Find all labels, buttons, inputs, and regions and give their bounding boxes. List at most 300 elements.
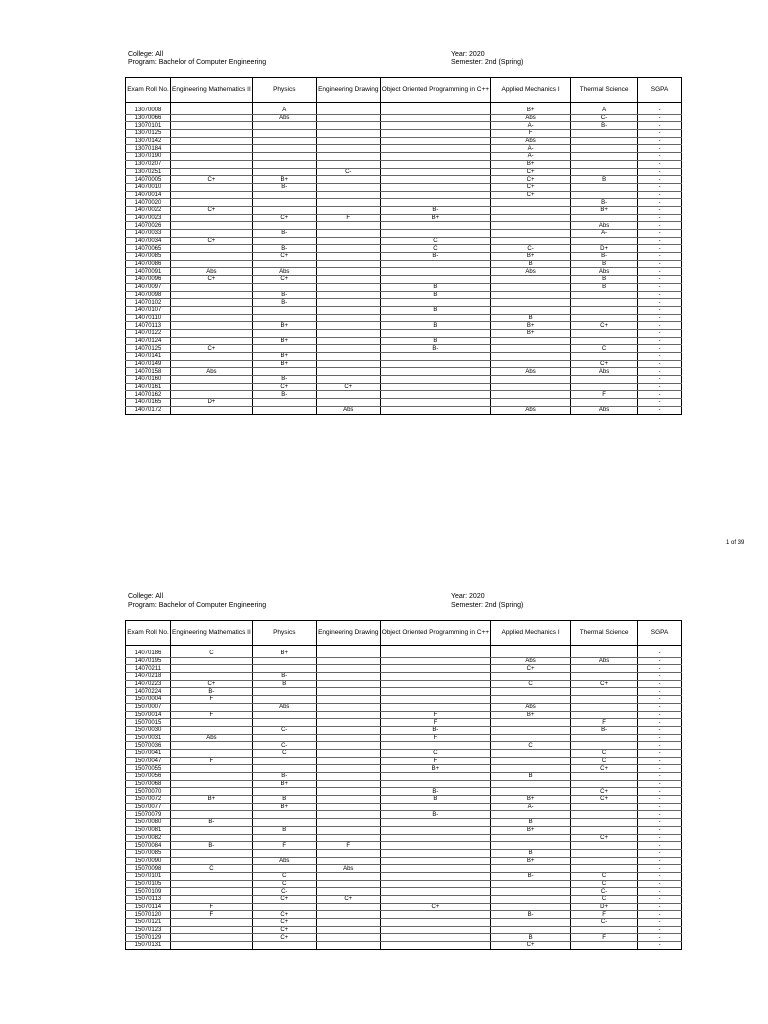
cell-math: F <box>171 711 253 719</box>
cell-roll: 15070041 <box>126 749 171 757</box>
table-row <box>126 819 682 827</box>
column-header-math: Engineering Mathematics II <box>171 621 253 646</box>
cell-roll: 15070031 <box>126 734 171 742</box>
cell-roll: 14070026 <box>126 222 171 230</box>
cell-roll: 14070141 <box>126 353 171 361</box>
cell-mechanics: C+ <box>491 665 571 673</box>
cell-mechanics <box>491 903 571 911</box>
cell-math <box>171 919 253 927</box>
cell-drawing <box>316 657 380 665</box>
cell-math <box>171 749 253 757</box>
cell-sgpa: - <box>638 291 682 299</box>
cell-thermal: C- <box>571 888 638 896</box>
cell-thermal: F <box>571 719 638 727</box>
cell-oop: B- <box>380 253 490 261</box>
cell-roll: 14070107 <box>126 306 171 314</box>
table-row <box>126 872 682 880</box>
cell-mechanics: F <box>491 130 571 138</box>
cell-physics <box>252 765 316 773</box>
cell-mechanics <box>491 842 571 850</box>
cell-roll: 15070120 <box>126 911 171 919</box>
cell-sgpa: - <box>638 673 682 681</box>
cell-math <box>171 665 253 673</box>
cell-drawing <box>316 696 380 704</box>
cell-mechanics <box>491 650 571 657</box>
cell-thermal: C <box>571 757 638 765</box>
cell-thermal <box>571 942 638 950</box>
cell-drawing <box>316 650 380 657</box>
cell-physics: B- <box>252 291 316 299</box>
cell-physics: Abs <box>252 857 316 865</box>
cell-physics: C- <box>252 742 316 750</box>
cell-roll: 14070149 <box>126 360 171 368</box>
cell-thermal <box>571 773 638 781</box>
cell-mechanics: B- <box>491 911 571 919</box>
cell-oop <box>380 780 490 788</box>
cell-math: B+ <box>171 796 253 804</box>
cell-oop: B <box>380 283 490 291</box>
cell-thermal <box>571 734 638 742</box>
cell-sgpa: - <box>638 942 682 950</box>
cell-physics: Abs <box>252 114 316 122</box>
cell-roll: 15070047 <box>126 757 171 765</box>
cell-oop: B <box>380 291 490 299</box>
cell-sgpa: - <box>638 765 682 773</box>
cell-physics: C+ <box>252 934 316 942</box>
cell-physics: C- <box>252 888 316 896</box>
column-header-drawing: Engineering Drawing <box>316 78 380 103</box>
cell-mechanics <box>491 896 571 904</box>
cell-mechanics <box>491 919 571 927</box>
cell-math: F <box>171 696 253 704</box>
cell-mechanics: A- <box>491 122 571 130</box>
cell-physics <box>252 811 316 819</box>
cell-physics: B+ <box>252 650 316 657</box>
cell-mechanics <box>491 834 571 842</box>
table-row <box>126 896 682 904</box>
cell-math: C+ <box>171 206 253 214</box>
cell-roll: 14070165 <box>126 399 171 407</box>
cell-roll: 15070056 <box>126 773 171 781</box>
cell-sgpa: - <box>638 114 682 122</box>
cell-sgpa: - <box>638 253 682 261</box>
cell-sgpa: - <box>638 880 682 888</box>
cell-sgpa: - <box>638 819 682 827</box>
cell-roll: 15070085 <box>126 849 171 857</box>
cell-roll: 13070190 <box>126 153 171 161</box>
cell-physics: B <box>252 796 316 804</box>
cell-sgpa: - <box>638 122 682 130</box>
cell-math: Abs <box>171 734 253 742</box>
column-header-thermal: Thermal Science <box>571 78 638 103</box>
cell-thermal: F <box>571 911 638 919</box>
table-row <box>126 934 682 942</box>
cell-physics: C- <box>252 726 316 734</box>
cell-sgpa: - <box>638 834 682 842</box>
cell-physics: F <box>252 842 316 850</box>
cell-mechanics <box>491 926 571 934</box>
cell-mechanics: A- <box>491 803 571 811</box>
cell-thermal: Abs <box>571 406 638 414</box>
cell-oop: B- <box>380 788 490 796</box>
cell-oop: F <box>380 757 490 765</box>
cell-math: C+ <box>171 276 253 284</box>
cell-drawing <box>316 796 380 804</box>
cell-math <box>171 834 253 842</box>
cell-drawing <box>316 742 380 750</box>
cell-thermal <box>571 696 638 704</box>
cell-roll: 15070105 <box>126 880 171 888</box>
cell-oop: C+ <box>380 903 490 911</box>
cell-drawing <box>316 680 380 688</box>
cell-thermal: Abs <box>571 222 638 230</box>
cell-oop <box>380 803 490 811</box>
cell-mechanics: C <box>491 680 571 688</box>
cell-roll: 14070162 <box>126 391 171 399</box>
cell-math: C <box>171 865 253 873</box>
cell-drawing <box>316 888 380 896</box>
cell-thermal: F <box>571 934 638 942</box>
cell-drawing: C+ <box>316 896 380 904</box>
semester-label: Semester: 2nd (Spring) <box>451 602 524 609</box>
cell-sgpa: - <box>638 788 682 796</box>
cell-thermal <box>571 849 638 857</box>
cell-physics: B+ <box>252 176 316 184</box>
cell-thermal <box>571 865 638 873</box>
cell-sgpa: - <box>638 329 682 337</box>
cell-drawing <box>316 665 380 673</box>
cell-physics: B+ <box>252 322 316 330</box>
cell-physics: C <box>252 749 316 757</box>
cell-drawing <box>316 734 380 742</box>
cell-drawing <box>316 872 380 880</box>
cell-drawing <box>316 711 380 719</box>
cell-mechanics: B <box>491 314 571 322</box>
cell-oop: B <box>380 322 490 330</box>
cell-sgpa: - <box>638 353 682 361</box>
cell-thermal: C+ <box>571 360 638 368</box>
cell-physics <box>252 711 316 719</box>
cell-oop <box>380 696 490 704</box>
cell-mechanics <box>491 865 571 873</box>
cell-roll: 14070005 <box>126 176 171 184</box>
cell-mechanics <box>491 757 571 765</box>
column-header-roll: Exam Roll No. <box>126 78 171 103</box>
cell-sgpa: - <box>638 222 682 230</box>
cell-math <box>171 703 253 711</box>
cell-sgpa: - <box>638 260 682 268</box>
cell-oop: F <box>380 734 490 742</box>
cell-sgpa: - <box>638 865 682 873</box>
cell-sgpa: - <box>638 688 682 696</box>
cell-physics <box>252 865 316 873</box>
cell-roll: 14070020 <box>126 199 171 207</box>
cell-drawing <box>316 765 380 773</box>
cell-oop <box>380 773 490 781</box>
column-header-roll: Exam Roll No. <box>126 621 171 646</box>
cell-drawing <box>316 688 380 696</box>
cell-sgpa: - <box>638 314 682 322</box>
cell-roll: 14070085 <box>126 253 171 261</box>
cell-thermal <box>571 819 638 827</box>
cell-physics: C+ <box>252 253 316 261</box>
cell-mechanics: A- <box>491 153 571 161</box>
cell-oop <box>380 942 490 950</box>
cell-mechanics: C+ <box>491 183 571 191</box>
table-row <box>126 657 682 665</box>
cell-mechanics <box>491 719 571 727</box>
cell-roll: 15070080 <box>126 819 171 827</box>
cell-roll: 14070122 <box>126 329 171 337</box>
cell-oop <box>380 742 490 750</box>
cell-sgpa: - <box>638 919 682 927</box>
cell-math <box>171 872 253 880</box>
cell-sgpa: - <box>638 183 682 191</box>
cell-mechanics: Abs <box>491 657 571 665</box>
cell-roll: 14070125 <box>126 345 171 353</box>
cell-drawing <box>316 919 380 927</box>
table-header-row <box>126 621 682 646</box>
table-row <box>126 811 682 819</box>
cell-mechanics <box>491 696 571 704</box>
cell-thermal: B <box>571 283 638 291</box>
cell-math <box>171 719 253 727</box>
cell-sgpa: - <box>638 199 682 207</box>
cell-thermal <box>571 803 638 811</box>
cell-thermal: C <box>571 749 638 757</box>
cell-math <box>171 765 253 773</box>
cell-drawing <box>316 788 380 796</box>
cell-thermal: C+ <box>571 680 638 688</box>
cell-roll: 14070102 <box>126 299 171 307</box>
cell-oop: F <box>380 719 490 727</box>
cell-mechanics: A- <box>491 145 571 153</box>
grades-table <box>125 620 682 950</box>
cell-roll: 14070110 <box>126 314 171 322</box>
cell-drawing <box>316 834 380 842</box>
cell-math <box>171 849 253 857</box>
cell-mechanics: B+ <box>491 826 571 834</box>
cell-math <box>171 811 253 819</box>
table-row <box>126 842 682 850</box>
cell-sgpa: - <box>638 680 682 688</box>
cell-math: B- <box>171 842 253 850</box>
cell-mechanics: B+ <box>491 329 571 337</box>
cell-roll: 15070070 <box>126 788 171 796</box>
cell-math <box>171 726 253 734</box>
cell-mechanics: B+ <box>491 160 571 168</box>
cell-drawing <box>316 780 380 788</box>
college-label: College: All <box>128 593 164 600</box>
cell-physics <box>252 903 316 911</box>
cell-oop <box>380 919 490 927</box>
cell-physics: B- <box>252 376 316 384</box>
cell-roll: 15070121 <box>126 919 171 927</box>
table-row <box>126 888 682 896</box>
college-label: College: All <box>128 51 164 58</box>
cell-oop: B- <box>380 345 490 353</box>
cell-drawing: C+ <box>316 383 380 391</box>
cell-roll: 14070086 <box>126 260 171 268</box>
table-row <box>126 749 682 757</box>
cell-sgpa: - <box>638 268 682 276</box>
cell-mechanics: Abs <box>491 406 571 414</box>
cell-mechanics: C+ <box>491 176 571 184</box>
cell-sgpa: - <box>638 168 682 176</box>
cell-thermal: D+ <box>571 903 638 911</box>
column-header-mechanics: Applied Mechanics I <box>491 621 571 646</box>
cell-drawing <box>316 749 380 757</box>
cell-roll: 15070007 <box>126 703 171 711</box>
table-row <box>126 865 682 873</box>
cell-oop: C <box>380 749 490 757</box>
cell-sgpa: - <box>638 153 682 161</box>
cell-mechanics <box>491 765 571 773</box>
cell-thermal <box>571 857 638 865</box>
program-label: Program: Bachelor of Computer Engineering <box>128 59 267 66</box>
cell-roll: 15070068 <box>126 780 171 788</box>
cell-sgpa: - <box>638 237 682 245</box>
cell-thermal <box>571 711 638 719</box>
cell-roll: 15070123 <box>126 926 171 934</box>
cell-thermal: F <box>571 391 638 399</box>
cell-oop <box>380 888 490 896</box>
cell-sgpa: - <box>638 283 682 291</box>
cell-math <box>171 942 253 950</box>
cell-thermal: B- <box>571 726 638 734</box>
table-row <box>126 673 682 681</box>
cell-oop <box>380 926 490 934</box>
cell-physics <box>252 657 316 665</box>
cell-math: C+ <box>171 680 253 688</box>
column-header-sgpa: SGPA <box>638 621 682 646</box>
cell-sgpa: - <box>638 376 682 384</box>
cell-math <box>171 826 253 834</box>
cell-mechanics <box>491 726 571 734</box>
cell-oop: B+ <box>380 214 490 222</box>
cell-drawing <box>316 811 380 819</box>
cell-mechanics: Abs <box>491 114 571 122</box>
cell-physics: B <box>252 826 316 834</box>
cell-drawing: F <box>316 842 380 850</box>
cell-roll: 13070207 <box>126 160 171 168</box>
cell-roll: 15070113 <box>126 896 171 904</box>
cell-physics <box>252 942 316 950</box>
cell-mechanics: C- <box>491 245 571 253</box>
cell-physics <box>252 834 316 842</box>
cell-sgpa: - <box>638 734 682 742</box>
cell-thermal <box>571 703 638 711</box>
table-row <box>126 703 682 711</box>
column-header-math: Engineering Mathematics II <box>171 78 253 103</box>
cell-math <box>171 788 253 796</box>
cell-oop <box>380 865 490 873</box>
table-row <box>126 696 682 704</box>
table-row <box>126 665 682 673</box>
cell-sgpa: - <box>638 857 682 865</box>
cell-sgpa: - <box>638 322 682 330</box>
cell-thermal: B- <box>571 122 638 130</box>
page-number: 1 of 39 <box>726 540 745 546</box>
cell-roll: 14070218 <box>126 673 171 681</box>
cell-physics: C+ <box>252 383 316 391</box>
table-row <box>126 726 682 734</box>
table-row <box>126 757 682 765</box>
cell-roll: 15070072 <box>126 796 171 804</box>
cell-oop: C <box>380 237 490 245</box>
cell-sgpa: - <box>638 757 682 765</box>
cell-drawing <box>316 942 380 950</box>
cell-mechanics <box>491 811 571 819</box>
cell-physics: B+ <box>252 803 316 811</box>
cell-math <box>171 926 253 934</box>
cell-sgpa: - <box>638 214 682 222</box>
table-row <box>126 926 682 934</box>
cell-thermal: Abs <box>571 268 638 276</box>
cell-physics <box>252 788 316 796</box>
cell-mechanics: C+ <box>491 191 571 199</box>
cell-sgpa: - <box>638 383 682 391</box>
cell-thermal: B- <box>571 253 638 261</box>
table-row <box>126 688 682 696</box>
cell-mechanics: C+ <box>491 942 571 950</box>
cell-drawing <box>316 703 380 711</box>
cell-mechanics <box>491 749 571 757</box>
cell-mechanics <box>491 888 571 896</box>
cell-math <box>171 896 253 904</box>
cell-sgpa: - <box>638 130 682 138</box>
cell-math <box>171 742 253 750</box>
cell-roll: 13070184 <box>126 145 171 153</box>
cell-drawing <box>316 880 380 888</box>
cell-sgpa: - <box>638 160 682 168</box>
cell-sgpa: - <box>638 703 682 711</box>
cell-oop <box>380 650 490 657</box>
cell-oop <box>380 857 490 865</box>
cell-sgpa: - <box>638 657 682 665</box>
cell-thermal: C+ <box>571 796 638 804</box>
cell-thermal <box>571 688 638 696</box>
cell-math <box>171 888 253 896</box>
cell-thermal <box>571 842 638 850</box>
cell-drawing: Abs <box>316 865 380 873</box>
cell-math: B- <box>171 819 253 827</box>
year-label: Year: 2020 <box>451 593 485 600</box>
cell-math: D+ <box>171 399 253 407</box>
cell-thermal <box>571 926 638 934</box>
cell-sgpa: - <box>638 742 682 750</box>
cell-roll: 15070131 <box>126 942 171 950</box>
table-row <box>126 919 682 927</box>
cell-roll: 15070030 <box>126 726 171 734</box>
table-row <box>126 803 682 811</box>
cell-thermal: C+ <box>571 788 638 796</box>
column-header-oop: Object Oriented Programming in C++ <box>380 621 490 646</box>
cell-sgpa: - <box>638 107 682 114</box>
cell-roll: 15070014 <box>126 711 171 719</box>
cell-oop <box>380 688 490 696</box>
cell-roll: 13070142 <box>126 137 171 145</box>
cell-physics: B <box>252 680 316 688</box>
cell-sgpa: - <box>638 711 682 719</box>
cell-physics: C+ <box>252 919 316 927</box>
cell-sgpa: - <box>638 696 682 704</box>
table-row <box>126 857 682 865</box>
column-header-sgpa: SGPA <box>638 78 682 103</box>
cell-oop <box>380 872 490 880</box>
cell-oop <box>380 819 490 827</box>
year-label: Year: 2020 <box>451 51 485 58</box>
